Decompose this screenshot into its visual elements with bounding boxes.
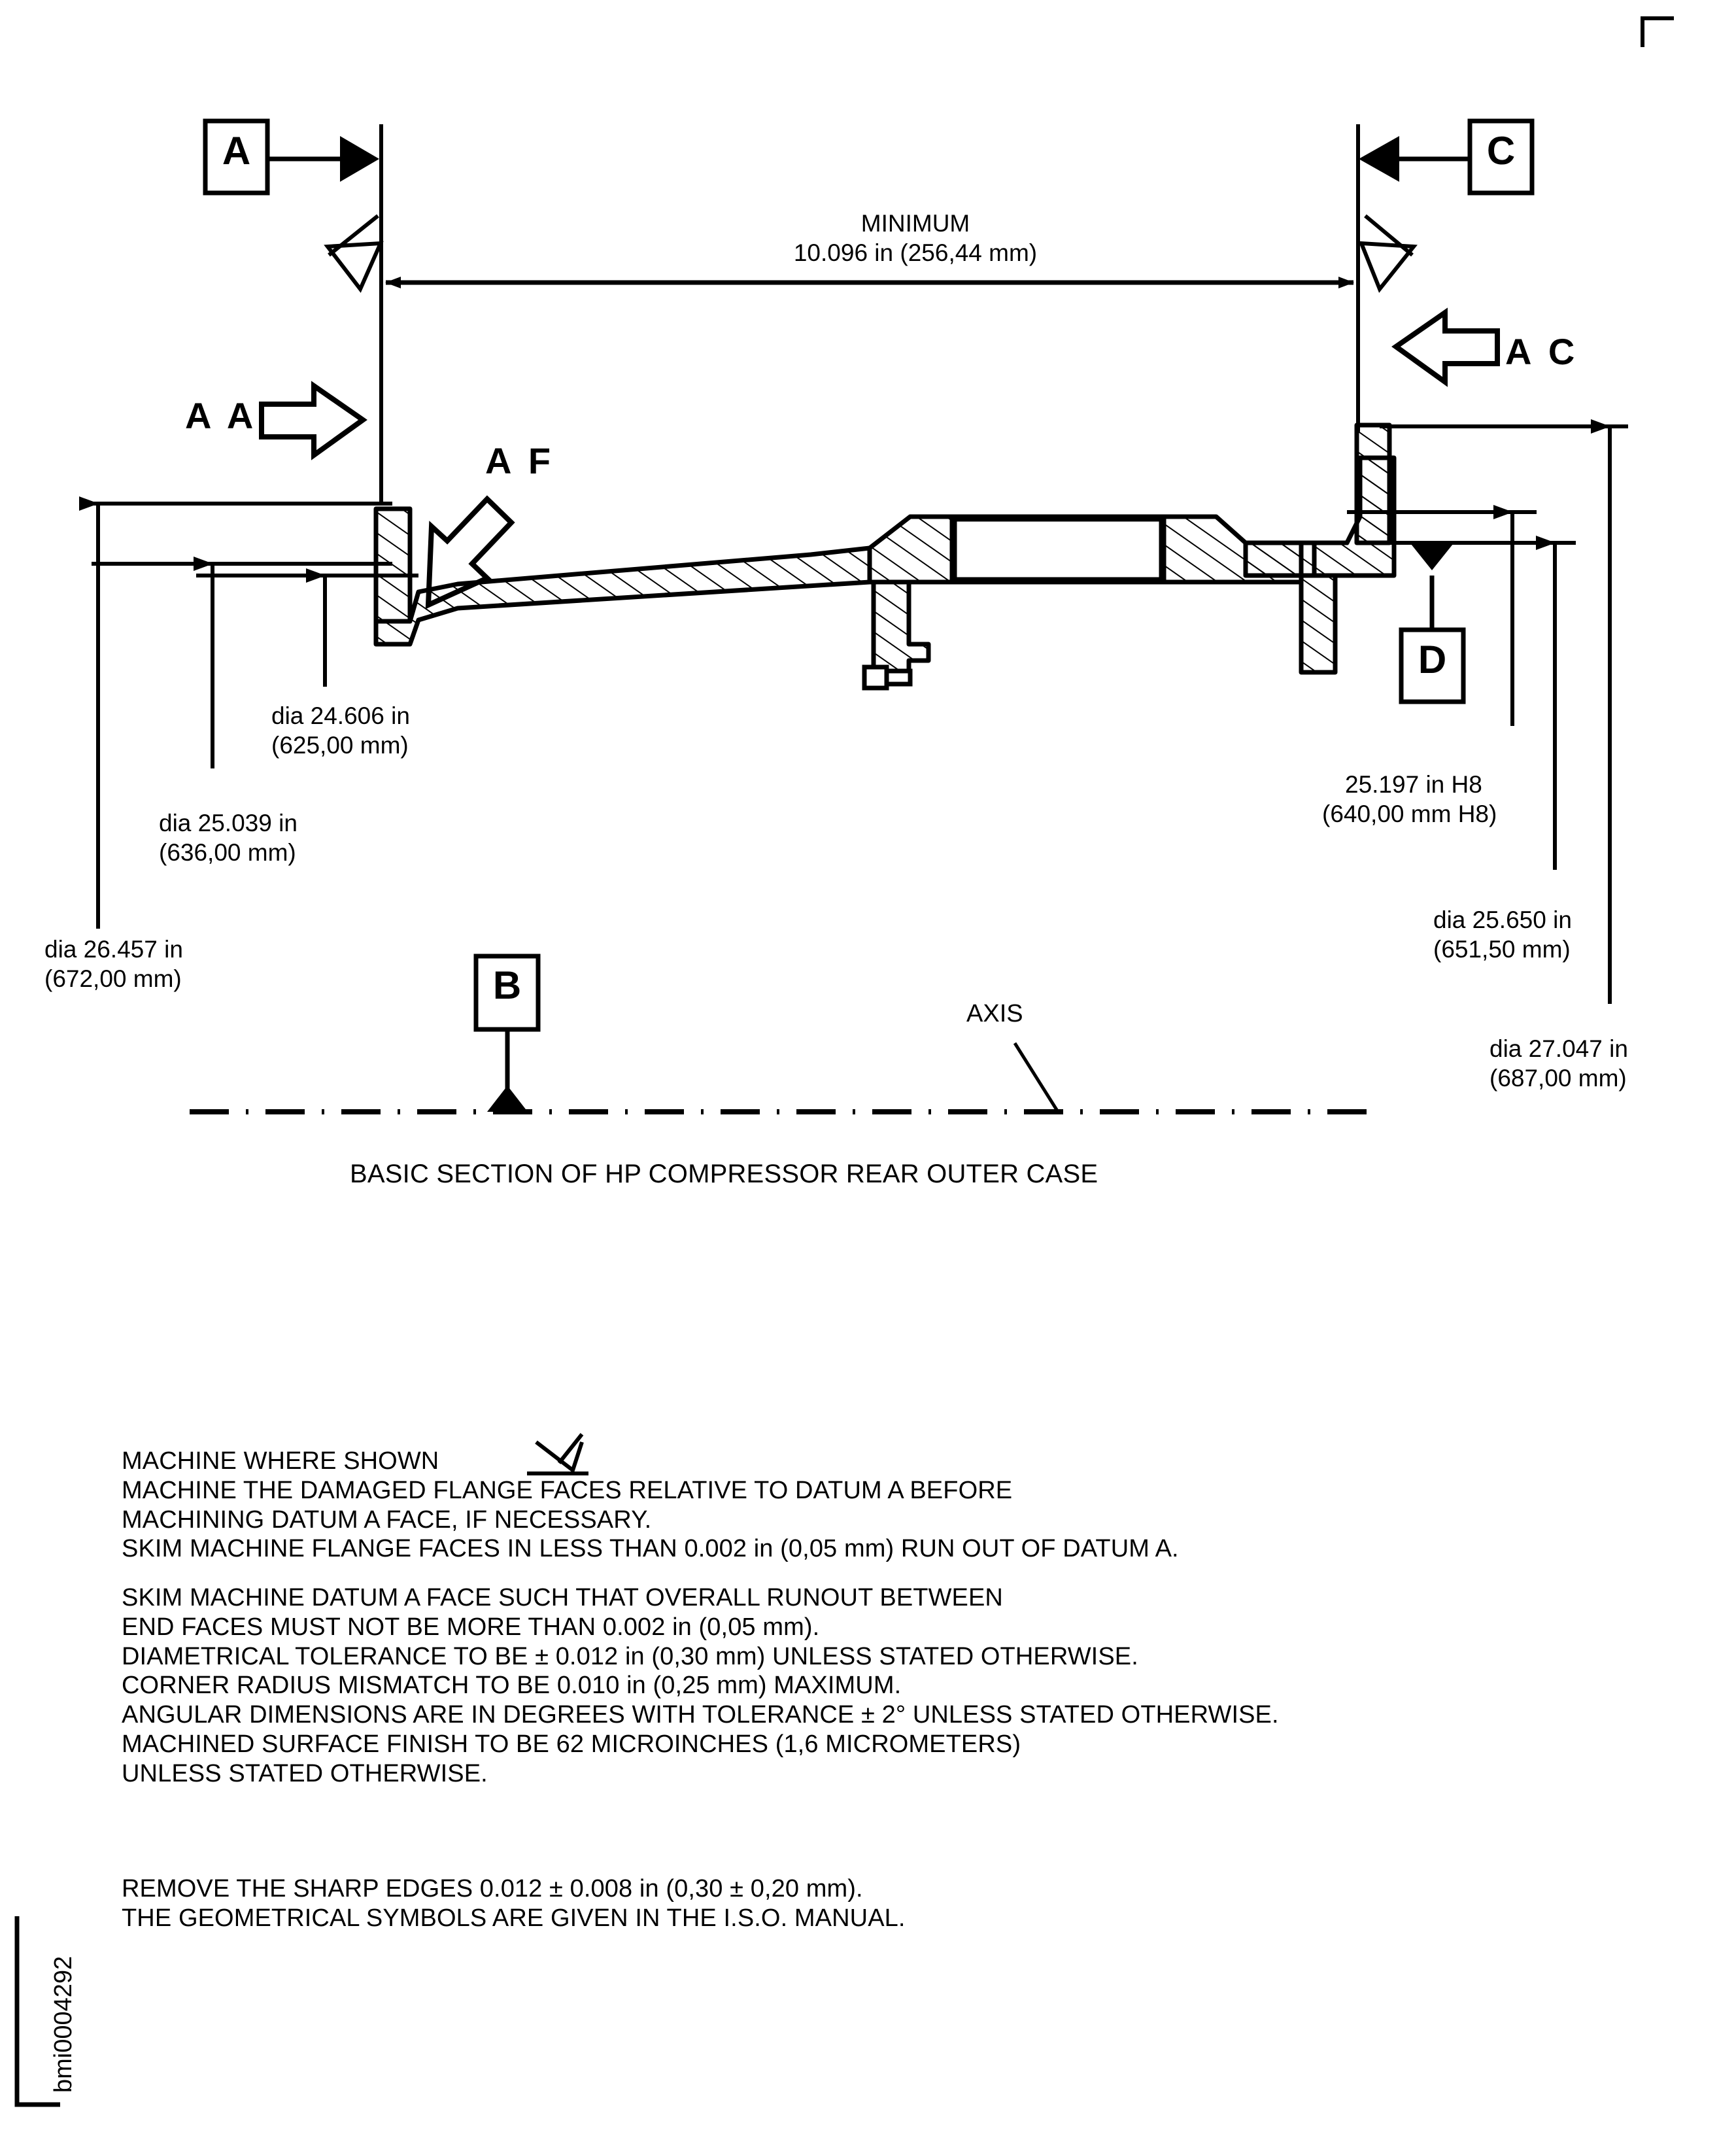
note-line: MACHINE WHERE SHOWN [122,1447,439,1475]
view-arrow-aa-label: A A [185,395,258,436]
dim-h8-line1: 25.197 in H8 [1345,771,1482,798]
notes-block-1 [122,1447,1179,1564]
axis-label: AXIS [966,1000,1023,1027]
dim-h8-line2: (640,00 mm H8) [1322,800,1497,827]
note-line: SKIM MACHINE DATUM A FACE SUCH THAT OVERALL RUNOUT BETWEEN [122,1584,1003,1611]
dim-dia-25650-line2: (651,50 mm) [1433,936,1571,963]
minimum-dimension-label: MINIMUM [860,210,970,237]
note-line: MACHINING DATUM A FACE, IF NECESSARY. [122,1506,652,1534]
notes-block-2 [122,1583,1279,1789]
internal-cavity [955,519,1161,579]
datum-b-label: B [492,963,522,1007]
note-line: MACHINE THE DAMAGED FLANGE FACES RELATIVE TO DATUM A BEFORE [122,1476,1013,1504]
figure-id-label: bmi0004292 [50,1955,77,2093]
view-arrow-ac [1396,313,1497,382]
note-line: SKIM MACHINE FLANGE FACES IN LESS THAN 0.002 in (0,05 mm) RUN OUT OF DATUM A. [122,1535,1179,1563]
datum-a-label: A [222,129,251,173]
note-line: ANGULAR DIMENSIONS ARE IN DEGREES WITH TOLERANCE ± 2° UNLESS STATED OTHERWISE. [122,1701,1279,1729]
note-line: END FACES MUST NOT BE MORE THAN 0.002 in (0,05 mm). [122,1613,820,1641]
dim-dia-24606-line2: (625,00 mm) [271,732,409,759]
dim-dia-27047-line2: (687,00 mm) [1489,1065,1627,1092]
dim-dia-25039-line2: (636,00 mm) [159,839,296,866]
view-arrow-af-label: A F [485,440,555,481]
machining-symbol-left [328,216,381,289]
dim-dia-26457-line1: dia 26.457 in [44,936,183,963]
dim-dia-26457-line2: (672,00 mm) [44,965,182,992]
view-arrow-aa [262,386,363,455]
axis-leader [1015,1043,1058,1112]
rib-foot-detail [864,667,910,688]
dim-dia-27047-line1: dia 27.047 in [1489,1035,1628,1062]
machining-symbol-right [1361,216,1414,289]
dim-dia-25039-line1: dia 25.039 in [159,810,298,836]
view-arrow-ac-label: A C [1505,331,1579,372]
figure-caption: BASIC SECTION OF HP COMPRESSOR REAR OUTER CASE [350,1160,1098,1188]
datum-c-label: C [1486,129,1516,173]
note-line: DIAMETRICAL TOLERANCE TO BE ± 0.012 in (0,30 mm) UNLESS STATED OTHERWISE. [122,1642,1138,1670]
note-line: THE GEOMETRICAL SYMBOLS ARE GIVEN IN THE I.S.O. MANUAL. [122,1904,906,1932]
minimum-dimension-value: 10.096 in (256,44 mm) [793,239,1038,266]
note-line: REMOVE THE SHARP EDGES 0.012 ± 0.008 in (0,30 ± 0,20 mm). [122,1875,863,1902]
datum-d-label: D [1418,638,1447,681]
notes-block-3 [122,1874,906,1933]
dim-dia-24606-line1: dia 24.606 in [271,702,410,729]
note-line: UNLESS STATED OTHERWISE. [122,1759,488,1787]
dim-dia-25650-line1: dia 25.650 in [1433,906,1572,933]
note-line: MACHINED SURFACE FINISH TO BE 62 MICROINCHES (1,6 MICROMETERS) [122,1730,1021,1759]
crop-mark-top-right [1642,18,1674,47]
note-line: CORNER RADIUS MISMATCH TO BE 0.010 in (0,25 mm) MAXIMUM. [122,1672,902,1700]
